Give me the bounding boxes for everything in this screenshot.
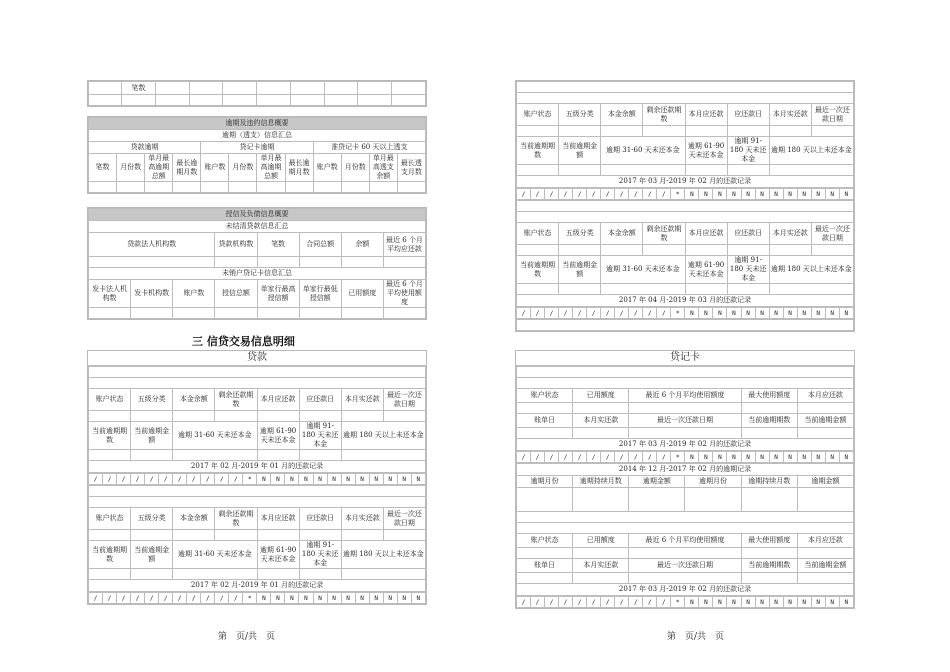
record-cell: / [201,474,215,485]
overdue-summary-title: 逾期（透支）信息汇总 [89,130,426,142]
repayment-record-title: 2017 年 03 月-2019 年 02 月的还款记录 [517,584,854,596]
col-header: 最近一次还款日期 [629,559,741,573]
record-cell: N [341,593,355,604]
record-cell: / [517,597,531,608]
record-cell: / [117,474,131,485]
record-cell: N [783,597,797,608]
record-cell: / [643,308,657,319]
record-cell: / [187,474,201,485]
col-header: 笔数 [257,233,299,257]
record-cell: N [257,474,271,485]
record-cell: / [145,593,159,604]
col-header: 逾期 180 天以上未还本金 [769,256,853,284]
record-cell: N [699,597,713,608]
col-header: 最近 6 个月平均使用额度 [629,534,741,548]
record-cell: N [727,308,741,319]
col-header: 当前逾期期数 [741,414,797,428]
overdue-record-title: 2014 年 12 月-2017 年 02 月的逾期记录 [517,464,854,476]
col-header: 剩余还款期数 [643,223,685,245]
record-cell: / [629,308,643,319]
record-cell: N [699,189,713,200]
record-cell: / [559,189,573,200]
col-header: 逾期 180 天以上未还本金 [341,541,425,569]
col-header: 最近一次还款日期 [811,104,853,126]
col-header: 最近 6 个月平均使用额度 [383,280,425,308]
record-cell: * [671,308,685,319]
record-cell: / [601,308,615,319]
record-cell: N [369,474,383,485]
record-cell: / [643,189,657,200]
record-cell: / [629,597,643,608]
repayment-record-title: 2017 年 02 月-2019 年 01 月的还款记录 [89,461,426,473]
record-cell: / [131,474,145,485]
col-header: 发卡法人机构数 [89,280,131,308]
record-cell: / [615,452,629,463]
record-cell: N [369,593,383,604]
top-stub-table [87,80,427,107]
col-header: 逾期 61-90 天未还本金 [257,541,299,569]
record-cell: / [601,452,615,463]
col-header: 五级分类 [559,104,601,126]
col-header: 本金余额 [173,389,215,411]
record-cell: N [811,452,825,463]
record-cell: N [313,474,327,485]
credit-card-table [515,350,855,609]
record-cell: / [545,308,559,319]
record-cell: / [573,308,587,319]
right-page [475,0,950,672]
col-header: 当前逾期金额 [131,422,173,450]
col-header: 当前逾期金额 [797,559,853,573]
col-header: 单家行最低授信额 [299,280,341,308]
col-header: 账户状态 [89,389,131,411]
col-header: 应还款日 [727,223,769,245]
record-cell: / [215,474,229,485]
col-header: 单月最高逾期总额 [145,154,173,182]
record-cell: N [299,593,313,604]
record-cell: N [811,189,825,200]
col-header: 账户状态 [517,389,573,403]
record-cell: N [755,452,769,463]
col-header: 本月应还款 [685,223,727,245]
col-header: 已用额度 [573,534,629,548]
col-header: 授信总额 [215,280,257,308]
record-cell: / [215,593,229,604]
record-cell: N [769,189,783,200]
record-cell: N [839,189,853,200]
col-header: 当前逾期期数 [517,256,559,284]
record-cell: N [699,308,713,319]
record-cell: / [173,593,187,604]
col-header: 发卡机构数 [131,280,173,308]
record-cell: N [811,308,825,319]
record-cell: N [783,452,797,463]
col-header: 本金余额 [601,104,643,126]
col-header: 账户状态 [517,223,559,245]
col-header: 五级分类 [559,223,601,245]
record-cell: N [699,452,713,463]
col-header: 应还款日 [299,389,341,411]
col-header: 最长透支月数 [397,154,425,182]
repayment-record-grid [516,451,854,463]
record-cell: / [229,593,243,604]
page-footer: 第 页/共 页 [667,632,725,642]
record-cell: * [671,189,685,200]
page-footer: 第 页/共 页 [218,632,276,642]
record-cell: N [797,597,811,608]
record-cell: N [355,593,369,604]
record-cell: N [839,452,853,463]
record-cell: N [825,452,839,463]
group-quasi-card-overdue: 准贷记卡 60 天以上透支 [313,142,425,154]
col-header: 最大使用额度 [741,389,797,403]
record-cell: / [629,189,643,200]
record-cell: * [243,474,257,485]
record-cell: / [531,452,545,463]
record-cell: / [573,452,587,463]
col-header: 剩余还款期数 [215,508,257,530]
record-cell: N [285,474,299,485]
record-cell: N [839,308,853,319]
col-header: 逾期持续月数 [573,476,629,488]
record-cell: N [839,597,853,608]
record-cell: N [811,597,825,608]
record-cell: / [587,308,601,319]
repayment-record-title: 2017 年 03 月-2019 年 02 月的还款记录 [517,176,854,188]
col-header: 本月实还款 [769,104,811,126]
record-cell: / [159,474,173,485]
record-cell: N [313,593,327,604]
record-cell: / [629,452,643,463]
col-header: 应还款日 [299,508,341,530]
record-cell: N [257,593,271,604]
record-cell: / [615,308,629,319]
record-cell: N [685,452,699,463]
col-header: 逾期月份 [517,476,573,488]
record-cell: N [797,189,811,200]
col-header: 本月实还款 [573,414,629,428]
record-cell: / [657,189,671,200]
credit-summary-table [87,207,427,320]
record-cell: N [271,474,285,485]
record-cell: / [573,189,587,200]
col-header: 账单日 [517,559,573,573]
col-header: 本月实还款 [573,559,629,573]
record-cell: / [103,593,117,604]
credit-header: 授信及负债信息概要 [89,209,426,221]
col-header: 已用额度 [573,389,629,403]
col-header: 当前逾期期数 [89,422,131,450]
record-cell: / [531,597,545,608]
record-cell: N [299,474,313,485]
col-header: 最近一次还款日期 [629,414,741,428]
record-cell: / [187,593,201,604]
col-header: 当前逾期金额 [797,414,853,428]
col-header: 已用额度 [341,280,383,308]
record-cell: N [727,452,741,463]
col-header: 本月实还款 [341,508,383,530]
record-cell: / [131,593,145,604]
group-card-overdue: 贷记卡逾期 [201,142,313,154]
col-header: 单月最高逾期总额 [257,154,285,182]
repayment-record-title: 2017 年 03 月-2019 年 02 月的还款记录 [517,439,854,451]
record-cell: / [657,597,671,608]
section-title: 三 信贷交易信息明细 [192,335,295,348]
record-cell: / [229,474,243,485]
record-cell: / [643,452,657,463]
record-cell: / [103,474,117,485]
col-header: 最近一次还款日期 [383,389,425,411]
col-header: 剩余还款期数 [643,104,685,126]
record-cell: N [755,597,769,608]
record-cell: / [145,474,159,485]
col-header: 本月实还款 [769,223,811,245]
col-header: 本月实还款 [341,389,383,411]
col-header: 当前逾期金额 [559,137,601,165]
col-header: 单家行最高授信额 [257,280,299,308]
col-header: 最长逾期月数 [285,154,313,182]
count-label: 笔数 [122,82,156,95]
col-header: 逾期金额 [797,476,853,488]
col-header: 当前逾期金额 [559,256,601,284]
record-cell: N [769,452,783,463]
col-header: 五级分类 [131,389,173,411]
record-cell: N [783,308,797,319]
record-cell: / [545,452,559,463]
record-cell: / [615,597,629,608]
record-cell: N [713,189,727,200]
record-cell: N [327,474,341,485]
col-header: 合同总额 [299,233,341,257]
col-header: 逾期 31-60 天未还本金 [601,256,685,284]
record-cell: / [559,597,573,608]
record-cell: N [383,474,397,485]
record-cell: N [411,593,425,604]
record-cell: / [517,308,531,319]
col-header: 单月最高透支余额 [369,154,397,182]
record-cell: N [327,593,341,604]
repayment-record-grid [516,596,854,608]
record-cell: / [559,308,573,319]
col-header: 账单日 [517,414,573,428]
col-header: 月份数 [117,154,145,182]
record-cell: / [559,452,573,463]
record-cell: N [741,308,755,319]
record-cell: * [671,597,685,608]
col-header: 贷款机构数 [215,233,257,257]
record-cell: / [201,593,215,604]
record-cell: N [797,452,811,463]
col-header: 逾期月份 [685,476,741,488]
record-cell: / [517,452,531,463]
col-header: 逾期 61-90 天未还本金 [685,137,727,165]
col-header: 贷款法人机构数 [89,233,215,257]
col-header: 逾期 61-90 天未还本金 [685,256,727,284]
col-header: 逾期 31-60 天未还本金 [173,541,257,569]
record-cell: / [657,452,671,463]
col-header: 本金余额 [601,223,643,245]
record-cell: / [601,597,615,608]
record-cell: / [545,189,559,200]
record-cell: / [587,189,601,200]
record-cell: N [741,189,755,200]
record-cell: N [755,308,769,319]
record-cell: N [755,189,769,200]
col-header: 逾期 91-180 天未还本金 [299,422,341,450]
record-cell: N [355,474,369,485]
repayment-record-title: 2017 年 04 月-2019 年 03 月的还款记录 [517,295,854,307]
record-cell: / [643,597,657,608]
loan-summary-title: 未结清贷款信息汇总 [89,221,426,233]
record-cell: N [797,308,811,319]
group-loan-overdue: 贷款逾期 [89,142,201,154]
col-header: 五级分类 [131,508,173,530]
record-cell: N [825,597,839,608]
record-cell: N [741,597,755,608]
repayment-record-title: 2017 年 02 月-2019 年 01 月的还款记录 [89,580,426,592]
record-cell: N [825,308,839,319]
col-header: 账户数 [173,280,215,308]
col-header: 最近 6 个月平均应还款 [383,233,425,257]
record-cell: * [671,452,685,463]
col-header: 当前逾期金额 [131,541,173,569]
record-cell: N [769,308,783,319]
col-header: 本金余额 [173,508,215,530]
record-cell: N [741,452,755,463]
record-cell: N [769,597,783,608]
record-cell: N [783,189,797,200]
record-cell: / [545,597,559,608]
record-cell: N [685,597,699,608]
record-cell: / [531,308,545,319]
col-header: 逾期持续月数 [741,476,797,488]
record-cell: / [159,593,173,604]
repayment-record-grid [88,473,426,485]
col-header: 最长逾期月数 [173,154,201,182]
col-header: 账户状态 [517,104,559,126]
loan-title: 贷款 [88,351,426,366]
repayment-record-grid [516,307,854,319]
col-header: 当前逾期期数 [741,559,797,573]
col-header: 当前逾期期数 [89,541,131,569]
col-header: 账户状态 [517,534,573,548]
overdue-header: 逾期及违约信息概要 [89,118,426,130]
record-cell: / [117,593,131,604]
col-header: 月份数 [341,154,369,182]
record-cell: / [173,474,187,485]
record-cell: N [713,308,727,319]
record-cell: N [397,593,411,604]
repayment-record-grid [88,592,426,604]
record-cell: N [685,189,699,200]
col-header: 当前逾期期数 [517,137,559,165]
record-cell: N [727,189,741,200]
record-cell: / [587,452,601,463]
col-header: 逾期 31-60 天未还本金 [601,137,685,165]
record-cell: N [271,593,285,604]
record-cell: / [89,474,103,485]
record-cell: N [341,474,355,485]
record-cell: * [243,593,257,604]
col-header: 逾期 61-90 天未还本金 [257,422,299,450]
col-header: 应还款日 [727,104,769,126]
col-header: 最近一次还款日期 [383,508,425,530]
col-header: 余额 [341,233,383,257]
record-cell: / [517,189,531,200]
loan-detail-table [515,80,855,332]
record-cell: N [397,474,411,485]
card-summary-title: 未销户贷记卡信息汇总 [89,268,426,280]
col-header: 最近一次还款日期 [811,223,853,245]
record-cell: N [825,189,839,200]
col-header: 剩余还款期数 [215,389,257,411]
col-header: 逾期 91-180 天未还本金 [727,256,769,284]
col-header: 本月应还款 [797,389,853,403]
col-header: 逾期 180 天以上未还本金 [769,137,853,165]
loan-detail-table [87,350,427,605]
record-cell: N [285,593,299,604]
record-cell: / [531,189,545,200]
col-header: 逾期 180 天以上未还本金 [341,422,425,450]
record-cell: / [601,189,615,200]
col-header: 账户状态 [89,508,131,530]
record-cell: / [89,593,103,604]
card-title: 贷记卡 [516,351,854,366]
overdue-summary-table [87,116,427,194]
record-cell: N [713,597,727,608]
col-header: 逾期金额 [629,476,685,488]
record-cell: N [713,452,727,463]
record-cell: / [573,597,587,608]
col-header: 账户数 [313,154,341,182]
col-header: 逾期 91-180 天未还本金 [727,137,769,165]
col-header: 最近 6 个月平均使用额度 [629,389,741,403]
col-header: 笔数 [89,154,117,182]
col-header: 本月应还款 [685,104,727,126]
record-cell: N [411,474,425,485]
record-cell: N [685,308,699,319]
record-cell: / [587,597,601,608]
col-header: 账户数 [201,154,229,182]
col-header: 逾期 31-60 天未还本金 [173,422,257,450]
record-cell: N [383,593,397,604]
col-header: 本月应还款 [257,508,299,530]
col-header: 逾期 91-180 天未还本金 [299,541,341,569]
col-header: 最大使用额度 [741,534,797,548]
col-header: 本月应还款 [797,534,853,548]
repayment-record-grid [516,188,854,200]
record-cell: / [657,308,671,319]
record-cell: N [727,597,741,608]
col-header: 月份数 [229,154,257,182]
col-header: 本月应还款 [257,389,299,411]
record-cell: / [615,189,629,200]
